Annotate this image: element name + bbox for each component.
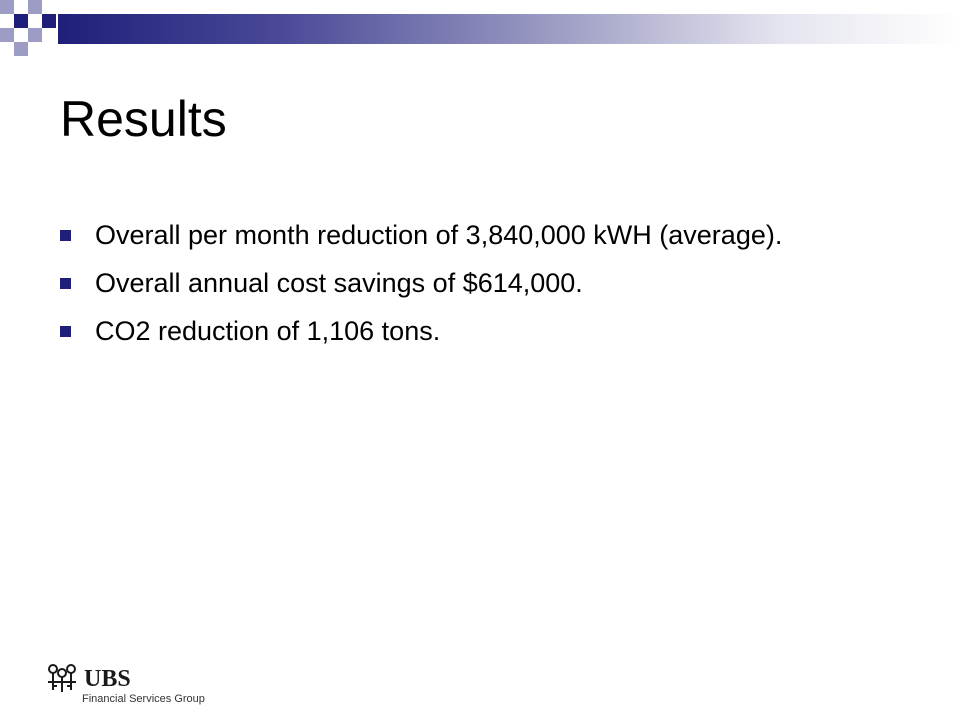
square-bullet-icon xyxy=(60,278,71,289)
deco-square xyxy=(28,14,42,28)
deco-square xyxy=(42,0,56,14)
bullet-text: CO2 reduction of 1,106 tons. xyxy=(95,316,441,346)
company-logo xyxy=(44,660,244,710)
logo-name: UBS xyxy=(84,666,131,692)
bullet-text: Overall annual cost savings of $614,000. xyxy=(95,268,583,298)
deco-square xyxy=(0,0,14,14)
square-bullet-icon xyxy=(60,326,71,337)
deco-square xyxy=(14,28,28,42)
header-decoration xyxy=(0,0,960,60)
deco-square xyxy=(0,14,14,28)
deco-square xyxy=(42,14,56,28)
deco-square xyxy=(28,28,42,42)
deco-square xyxy=(14,42,28,56)
bullet-item xyxy=(60,218,900,253)
logo-tagline: Financial Services Group xyxy=(82,693,205,705)
bullet-list xyxy=(60,218,900,362)
header-gradient-bar xyxy=(58,14,960,44)
deco-square xyxy=(14,0,28,14)
bullet-text: Overall per month reduction of 3,840,000 kWH (average). xyxy=(95,220,783,250)
deco-square xyxy=(28,0,42,14)
bullet-item xyxy=(60,314,900,349)
ubs-keys-icon xyxy=(44,660,80,694)
bullet-item xyxy=(60,266,900,301)
deco-square xyxy=(0,28,14,42)
slide-title: Results xyxy=(60,91,227,147)
deco-square xyxy=(14,14,28,28)
square-bullet-icon xyxy=(60,230,71,241)
